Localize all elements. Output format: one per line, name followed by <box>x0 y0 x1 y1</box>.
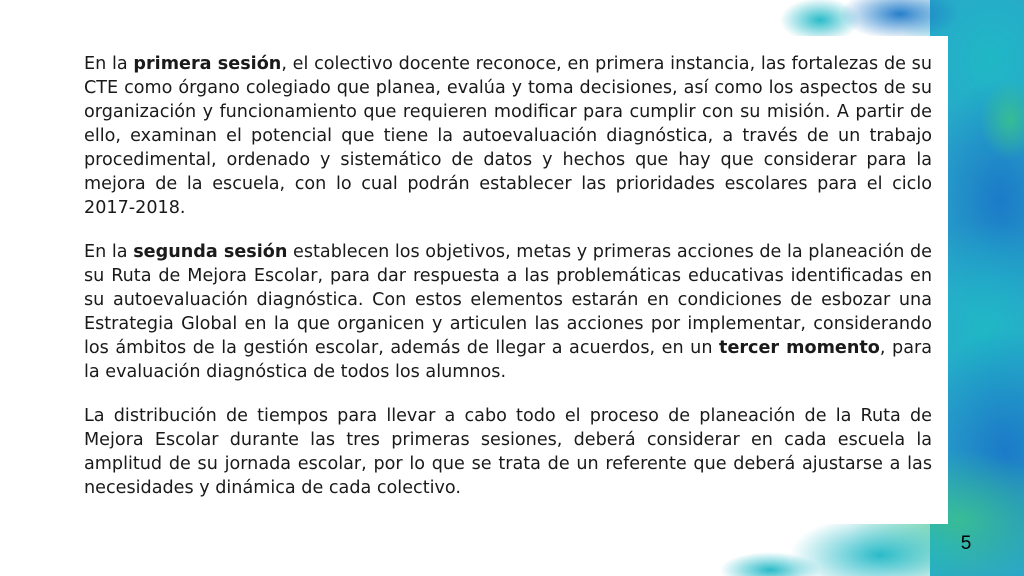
text-segment: establecen los objetivos, metas y primeras acciones de la planeación de su Ruta de Mejora Escolar, para dar respuesta a las problemáticas educativas identificadas en su autoevaluación diagnóstica. Con estos elementos estarán en condiciones de esbozar una Estrategia Global en la que organicen y articulen las acciones por implementar, considerando los ámbitos de la gestión escolar, además de llegar a acuerdos, en un <box>84 242 932 358</box>
text-segment-bold: primera sesión <box>133 54 282 74</box>
paragraph-primera-sesion <box>84 52 932 220</box>
text-segment: La distribución de tiempos para llevar a cabo todo el proceso de planeación de la Ruta de Mejora Escolar durante las tres primeras sesiones, deberá considerar en cada escuela la amplitud de su jornada escolar, por lo que se trata de un referente que deberá ajustarse a las necesidades y dinámica de cada colectivo. <box>84 406 932 498</box>
text-segment: , el colectivo docente reconoce, en primera instancia, las fortalezas de su CTE como órgano colegiado que planea, evalúa y toma decisiones, así como los aspectos de su organización y funcionamiento que requieren modificar para cumplir con su misión. A partir de ello, examinan el potencial que tiene la autoevaluación diagnóstica, a través de un trabajo procedimental, ordenado y sistemático de datos y hechos que hay que considerar para la mejora de la escuela, con lo cual podrán establecer las prioridades escolares para el ciclo 2017-2018. <box>84 54 932 218</box>
body-text <box>84 52 932 520</box>
text-segment: En la <box>84 54 134 74</box>
text-segment: En la <box>84 242 134 262</box>
text-segment: , para la evaluación diagnóstica de todos los alumnos. <box>84 338 933 382</box>
paragraph-segunda-sesion <box>84 240 932 384</box>
paragraph-distribucion-tiempos <box>84 404 932 500</box>
page-number: 5 <box>960 533 972 554</box>
text-segment-bold: tercer momento <box>719 338 880 358</box>
text-segment-bold: segunda sesión <box>133 242 288 262</box>
